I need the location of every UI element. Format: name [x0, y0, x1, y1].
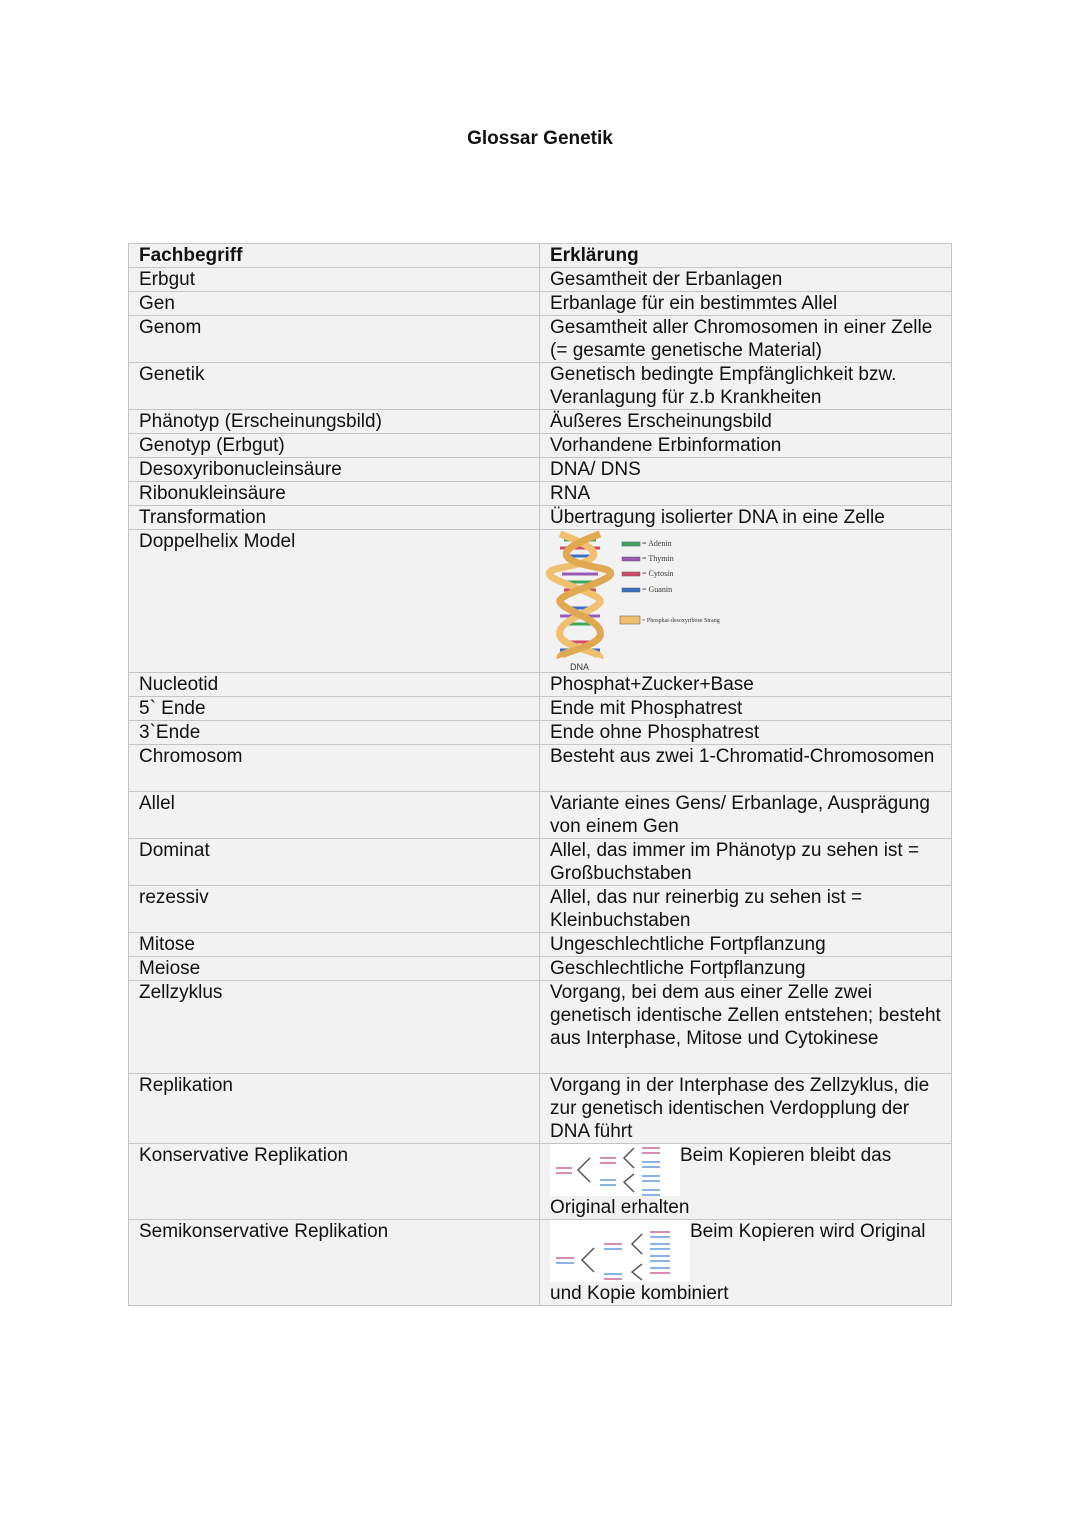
- dna-figure: [550, 530, 943, 672]
- term: Doppelhelix Model: [129, 530, 540, 673]
- dna-double-helix-icon: [550, 530, 720, 672]
- term: rezessiv: [129, 886, 540, 933]
- definition: Genetisch bedingte Empfänglichkeit bzw. Veranlagung für z.b Krankheiten: [540, 363, 952, 410]
- dna-figure-cell: [540, 530, 952, 673]
- definition: Ende mit Phosphatrest: [540, 697, 952, 721]
- table-row: [129, 1144, 952, 1220]
- term: Nucleotid: [129, 673, 540, 697]
- legend-adenin: = Adenin: [642, 539, 672, 548]
- definition: Ende ohne Phosphatrest: [540, 721, 952, 745]
- table-row: [129, 886, 952, 933]
- definition: Übertragung isolierter DNA in eine Zelle: [540, 506, 952, 530]
- table-row: [129, 721, 952, 745]
- term: Meiose: [129, 957, 540, 981]
- table-row: [129, 792, 952, 839]
- definition: Phosphat+Zucker+Base: [540, 673, 952, 697]
- definition: Geschlechtliche Fortpflanzung: [540, 957, 952, 981]
- dna-legend: [620, 539, 720, 624]
- definition: Allel, das nur reinerbig zu sehen ist = Kleinbuchstaben: [540, 886, 952, 933]
- definition: Vorhandene Erbinformation: [540, 434, 952, 458]
- definition: RNA: [540, 482, 952, 506]
- table-row: [129, 981, 952, 1074]
- definition: Beim Kopieren wird Original und Kopie kombiniert: [550, 1221, 926, 1304]
- table-row: [129, 434, 952, 458]
- definition: Allel, das immer im Phänotyp zu sehen ist = Großbuchstaben: [540, 839, 952, 886]
- table-row: [129, 410, 952, 434]
- table-row: [129, 268, 952, 292]
- table-row: [129, 933, 952, 957]
- definition: Vorgang, bei dem aus einer Zelle zwei genetisch identische Zellen entstehen; besteht aus Interphase, Mitose und Cytokinese: [540, 981, 952, 1074]
- semiconservative-replication-cell: [540, 1220, 952, 1306]
- term: Konservative Replikation: [129, 1144, 540, 1220]
- definition: Erbanlage für ein bestimmtes Allel: [540, 292, 952, 316]
- table-row: [129, 697, 952, 721]
- term: Genetik: [129, 363, 540, 410]
- term: Genotyp (Erbgut): [129, 434, 540, 458]
- table-row: [129, 1220, 952, 1306]
- glossary-table: [128, 243, 952, 1306]
- legend-guanin: = Guanin: [642, 585, 673, 594]
- dna-caption: DNA: [570, 662, 590, 672]
- term: Chromosom: [129, 745, 540, 792]
- legend-cytosin: = Cytosin: [642, 569, 674, 578]
- definition: Besteht aus zwei 1-Chromatid-Chromosomen: [540, 745, 952, 792]
- conservative-replication-icon: [550, 1144, 680, 1196]
- term: Allel: [129, 792, 540, 839]
- table-header-row: [129, 244, 952, 268]
- legend-thymin: = Thymin: [642, 554, 674, 563]
- term: Mitose: [129, 933, 540, 957]
- term: Dominat: [129, 839, 540, 886]
- table-row: [129, 957, 952, 981]
- definition: Ungeschlechtliche Fortpflanzung: [540, 933, 952, 957]
- definition: Gesamtheit der Erbanlagen: [540, 268, 952, 292]
- legend-strand: = Phosphat-desoxyribose Strang: [642, 618, 720, 624]
- conservative-replication-cell: [540, 1144, 952, 1220]
- header-term: Fachbegriff: [129, 244, 540, 268]
- table-row: [129, 745, 952, 792]
- term: Erbgut: [129, 268, 540, 292]
- term: Zellzyklus: [129, 981, 540, 1074]
- term: 5` Ende: [129, 697, 540, 721]
- term: Semikonservative Replikation: [129, 1220, 540, 1306]
- table-row: [129, 363, 952, 410]
- table-row: [129, 316, 952, 363]
- table-row: [129, 673, 952, 697]
- table-row: [129, 1074, 952, 1144]
- definition: Variante eines Gens/ Erbanlage, Ausprägung von einem Gen: [540, 792, 952, 839]
- semiconservative-replication-icon: [550, 1220, 690, 1282]
- definition: Vorgang in der Interphase des Zellzyklus, die zur genetisch identischen Verdopplung der DNA führt: [540, 1074, 952, 1144]
- table-row: [129, 839, 952, 886]
- table-row: [129, 530, 952, 673]
- table-row: [129, 506, 952, 530]
- term: Phänotyp (Erscheinungsbild): [129, 410, 540, 434]
- term: Genom: [129, 316, 540, 363]
- term: Transformation: [129, 506, 540, 530]
- table-row: [129, 482, 952, 506]
- definition: DNA/ DNS: [540, 458, 952, 482]
- table-row: [129, 458, 952, 482]
- definition: Beim Kopieren bleibt das Original erhalten: [550, 1145, 892, 1218]
- term: Desoxyribonucleinsäure: [129, 458, 540, 482]
- term: 3`Ende: [129, 721, 540, 745]
- header-definition: Erklärung: [540, 244, 952, 268]
- page-title: Glossar Genetik: [467, 128, 613, 149]
- term: Gen: [129, 292, 540, 316]
- term: Ribonukleinsäure: [129, 482, 540, 506]
- term: Replikation: [129, 1074, 540, 1144]
- definition: Äußeres Erscheinungsbild: [540, 410, 952, 434]
- definition: Gesamtheit aller Chromosomen in einer Zelle (= gesamte genetische Material): [540, 316, 952, 363]
- table-row: [129, 292, 952, 316]
